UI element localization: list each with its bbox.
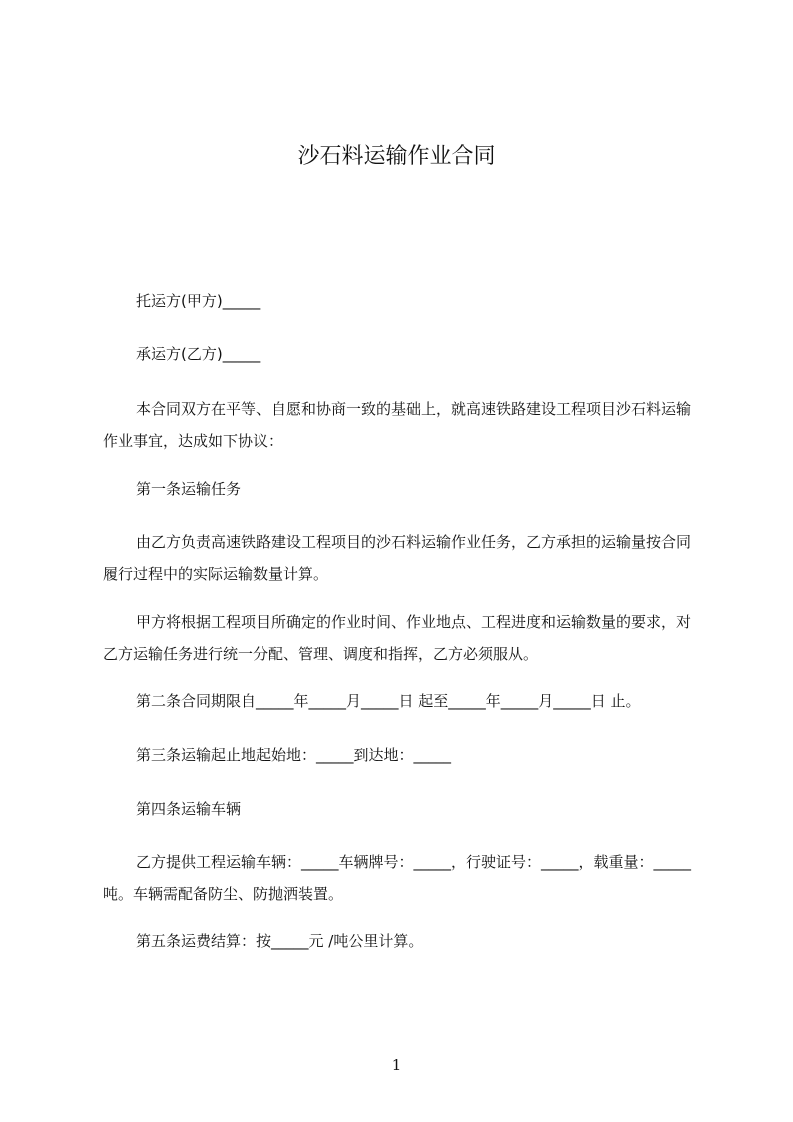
article-4-paragraph: 乙方提供工程运输车辆：_____车辆牌号：_____，行驶证号：_____，载重量：_____吨。车辆需配备防尘、防抛洒装置。 bbox=[103, 853, 692, 903]
page-number: 1 bbox=[391, 1056, 402, 1074]
article-1-heading: 第一条运输任务 bbox=[136, 480, 242, 498]
article-1-paragraph-1: 由乙方负责高速铁路建设工程项目的沙石料运输作业任务，乙方承担的运输量按合同履行过程中的实际运输数量计算。 bbox=[103, 533, 692, 583]
article-2-contract-period: 第二条合同期限自_____年_____月_____日 起至_____年_____月_____日 止。 bbox=[136, 692, 641, 710]
article-5-freight-settlement: 第五条运费结算：按_____元 /吨公里计算。 bbox=[136, 932, 424, 950]
article-1-paragraph-2: 甲方将根据工程项目所确定的作业时间、作业地点、工程进度和运输数量的要求，对乙方运输任务进行统一分配、管理、调度和指挥，乙方必须服从。 bbox=[103, 613, 692, 663]
party-b-line: 承运方(乙方)_____ bbox=[136, 345, 261, 363]
document-title: 沙石料运输作业合同 bbox=[297, 144, 496, 169]
party-a-line: 托运方(甲方)_____ bbox=[136, 292, 261, 310]
preamble-paragraph: 本合同双方在平等、自愿和协商一致的基础上，就高速铁路建设工程项目沙石料运输作业事宜，达成如下协议： bbox=[103, 400, 692, 450]
article-4-heading: 第四条运输车辆 bbox=[136, 800, 242, 818]
article-3-route: 第三条运输起止地起始地：_____到达地：_____ bbox=[136, 746, 452, 764]
